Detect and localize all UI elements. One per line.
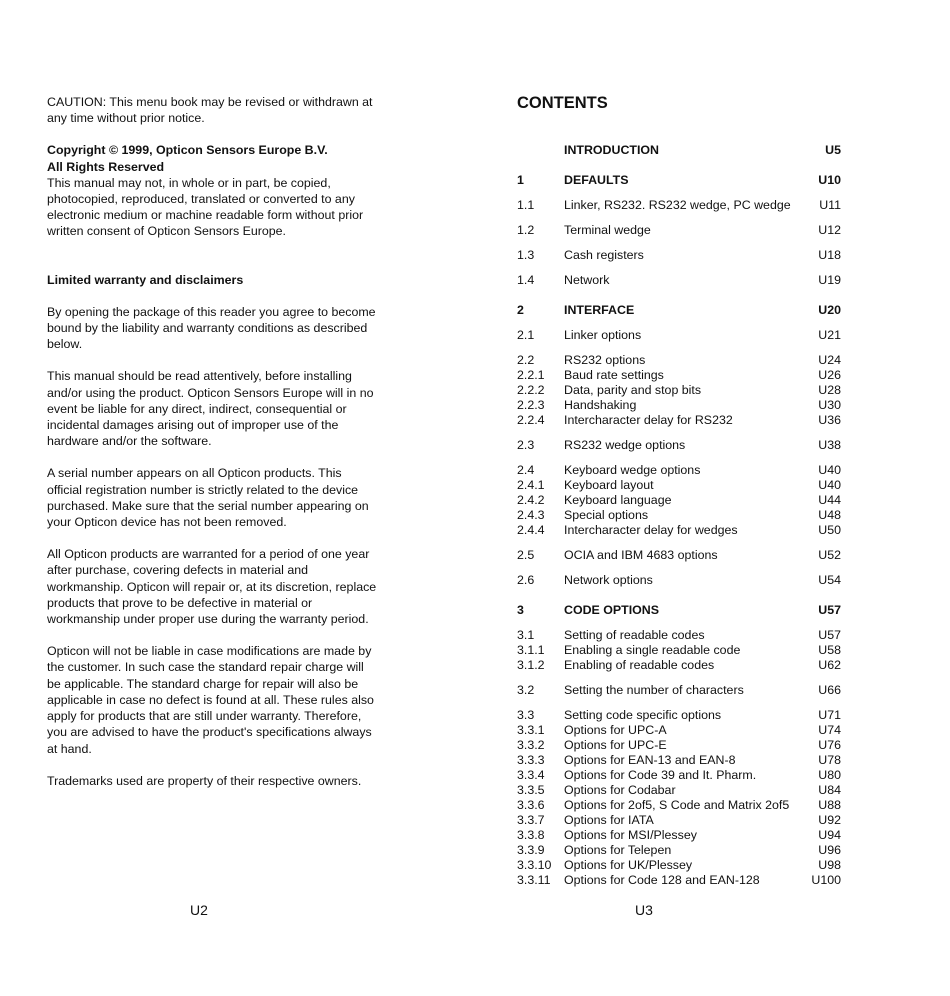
toc-entry-title: Options for UPC-A [564,723,667,737]
toc-entry [517,753,841,768]
warranty-heading: Limited warranty and disclaimers [47,272,244,287]
toc-entry-page: U26 [818,368,841,382]
warranty-para-5: Opticon will not be liable in case modifications are made by the customer. In such case the standard repair charge will be applicable. The standard charge for repair will also be applicable in case no defect is found at all. These rules also apply for products that are still under warranty. Therefore, you are advised to have the product's specifications always at hand. [47,644,374,756]
toc-entry-page: U18 [818,248,841,262]
toc-entry-page: U11 [819,198,841,212]
toc-entry-page: U57 [818,628,841,642]
toc-entry-page: U74 [818,723,841,737]
toc-entry [517,798,841,813]
toc-entry-number: 2.1 [517,328,535,342]
toc-entry-number: 3.3.7 [517,813,545,827]
toc-entry-number: 2.2.4 [517,413,545,427]
toc-entry-title: OCIA and IBM 4683 options [564,548,718,562]
toc-entry-title: Options for Code 128 and EAN-128 [564,873,760,887]
toc-entry-number: 3.3.9 [517,843,545,857]
toc-entry-number: 3.3.3 [517,753,545,767]
toc-entry-number: 3.2 [517,683,535,697]
toc-entry [517,248,841,263]
toc-entry-title: Network [564,273,610,287]
toc-entry [517,628,841,643]
toc-entry [517,273,841,288]
toc-entry-number: 1.1 [517,198,535,212]
toc-entry [517,548,841,563]
toc-entry-title: RS232 wedge options [564,438,686,452]
toc-entry-number: 2.4.3 [517,508,545,522]
copyright-body: This manual may not, in whole or in part, be copied, photocopied, reproduced, translated or converted to any electronic medium or machine readable form without prior written consent of Opticon Sensors Europe. [47,175,364,239]
toc-entry-page: U38 [818,438,841,452]
toc-entry-number: 3.3.5 [517,783,545,797]
toc-entry [517,603,841,618]
toc-entry-number: 3.3.6 [517,798,545,812]
toc-entry-page: U66 [818,683,841,697]
trademarks-text: Trademarks used are property of their respective owners. [47,773,362,788]
copyright-line: Copyright © 1999, Opticon Sensors Europe B.V. [47,143,328,158]
toc-entry [517,643,841,658]
toc-entry-number: 2.2 [517,353,535,367]
toc-entry [517,303,841,318]
left-page-number: U2 [190,902,208,918]
toc-entry-title: Options for UPC-E [564,738,667,752]
toc-entry-page: U96 [818,843,841,857]
toc-entry-title: Setting code specific options [564,708,722,722]
caution-text: CAUTION: This menu book may be revised or withdrawn at any time without prior notice. [47,95,373,126]
toc-entry-title: Intercharacter delay for wedges [564,523,738,537]
toc-entry-page: U10 [818,173,841,187]
toc-entry [517,843,841,858]
toc-entry-number: 3.3 [517,708,535,722]
toc-entry [517,813,841,828]
toc-entry-title: Enabling of readable codes [564,658,715,672]
toc-entry-title: Enabling a single readable code [564,643,741,657]
toc-entry [517,873,841,888]
right-page-number: U3 [635,902,653,918]
toc-entry-title: RS232 options [564,353,646,367]
toc-entry-number: 2.2.3 [517,398,545,412]
toc-entry-page: U76 [818,738,841,752]
toc-entry-page: U84 [818,783,841,797]
toc-entry-page: U88 [818,798,841,812]
toc-entry-number: 3.3.2 [517,738,545,752]
warranty-para-2: This manual should be read attentively, before installing and/or using the product. Opticon Sensors Europe will in no event be liable for any direct, indirect, consequential or incidental damages arising out of improper use of the hardware and/or the software. [47,369,374,449]
toc-entry-title: Cash registers [564,248,644,262]
toc-entry-number: 2.2.2 [517,383,545,397]
toc-entry-title: Options for Telepen [564,843,672,857]
toc-entry [517,173,841,188]
toc-entry [517,738,841,753]
rights-reserved: All Rights Reserved [47,159,165,174]
toc-entry-page: U5 [825,143,841,157]
toc-entry-title: Data, parity and stop bits [564,383,702,397]
toc-entry-title: Keyboard language [564,493,672,507]
toc-entry-page: U71 [818,708,841,722]
toc-entry-page: U40 [818,463,841,477]
toc-entry [517,708,841,723]
toc-entry [517,523,841,538]
toc-entry-title: Setting the number of characters [564,683,744,697]
toc-entry-page: U100 [811,873,841,887]
toc-entry [517,493,841,508]
toc-entry-title: Options for MSI/Plessey [564,828,697,842]
left-page-text [47,94,377,789]
toc-entry-number: 3.1.2 [517,658,545,672]
toc-entry-title: Options for Code 39 and It. Pharm. [564,768,757,782]
toc-entry [517,858,841,873]
toc-entry-page: U21 [818,328,841,342]
toc-entry-number: 3.3.4 [517,768,545,782]
toc-entry [517,438,841,453]
warranty-para-4: All Opticon products are warranted for a period of one year after purchase, covering defects in material and workmanship. Opticon will repair or, at its discretion, replace products that prove to be defective in material or workmanship under proper use during the warranty period. [47,547,377,627]
toc-entry-number: 3.3.10 [517,858,552,872]
toc-entry [517,683,841,698]
toc-entry-title: Options for Codabar [564,783,676,797]
toc-entry-title: Intercharacter delay for RS232 [564,413,733,427]
toc-entry-title: Options for 2of5, S Code and Matrix 2of5 [564,798,790,812]
toc-entry [517,198,841,213]
table-of-contents [517,143,841,888]
toc-entry [517,413,841,428]
toc-entry-title: INTERFACE [564,303,635,317]
toc-entry-page: U24 [818,353,841,367]
toc-entry-number: 2.4.4 [517,523,545,537]
toc-entry-page: U80 [818,768,841,782]
toc-entry-page: U50 [818,523,841,537]
toc-entry-number: 3.3.8 [517,828,545,842]
toc-entry [517,368,841,383]
toc-entry-page: U44 [818,493,841,507]
toc-entry-page: U92 [818,813,841,827]
toc-entry-title: Keyboard wedge options [564,463,701,477]
toc-entry-number: 2.4.2 [517,493,545,507]
toc-entry-title: Keyboard layout [564,478,654,492]
toc-entry [517,478,841,493]
toc-entry-page: U30 [818,398,841,412]
toc-entry-title: Baud rate settings [564,368,664,382]
toc-entry [517,353,841,368]
toc-entry-title: Linker, RS232. RS232 wedge, PC wedge [564,198,791,212]
toc-entry-title: CODE OPTIONS [564,603,660,617]
toc-entry-title: Handshaking [564,398,637,412]
toc-entry-number: 2.6 [517,573,535,587]
toc-entry [517,768,841,783]
toc-entry-page: U62 [818,658,841,672]
toc-entry-title: Special options [564,508,649,522]
toc-entry [517,723,841,738]
toc-entry-page: U20 [818,303,841,317]
toc-entry [517,398,841,413]
toc-entry-number: 3.1.1 [517,643,545,657]
toc-entry-number: 2.4 [517,463,535,477]
toc-entry-number: 1.2 [517,223,535,237]
toc-entry-page: U19 [818,273,841,287]
toc-entry [517,143,841,158]
toc-entry-number: 1 [517,173,524,187]
toc-entry [517,783,841,798]
toc-entry-title: Linker options [564,328,642,342]
toc-entry-title: Options for UK/Plessey [564,858,693,872]
toc-entry-page: U98 [818,858,841,872]
toc-entry-page: U94 [818,828,841,842]
toc-entry [517,463,841,478]
toc-entry-page: U28 [818,383,841,397]
toc-entry-page: U54 [818,573,841,587]
toc-entry-number: 2.2.1 [517,368,545,382]
toc-entry-number: 1.3 [517,248,535,262]
toc-entry [517,658,841,673]
toc-entry-number: 2.5 [517,548,535,562]
warranty-para-3: A serial number appears on all Opticon products. This official registration number is strictly related to the device purchased. Make sure that the serial number appearing on your Opticon device has not been removed. [47,466,369,530]
toc-entry-page: U48 [818,508,841,522]
toc-entry-page: U36 [818,413,841,427]
toc-entry-number: 2 [517,303,524,317]
toc-entry-number: 2.3 [517,438,535,452]
warranty-para-1: By opening the package of this reader you agree to become bound by the liability and warranty conditions as described below. [47,304,376,352]
toc-entry-title: INTRODUCTION [564,143,659,157]
toc-entry-title: Setting of readable codes [564,628,705,642]
toc-entry-page: U52 [818,548,841,562]
toc-entry-page: U57 [818,603,841,617]
toc-entry-title: Terminal wedge [564,223,651,237]
toc-entry-number: 3.3.1 [517,723,545,737]
toc-entry-page: U12 [818,223,841,237]
toc-entry-number: 1.4 [517,273,535,287]
toc-entry-number: 2.4.1 [517,478,545,492]
toc-entry [517,383,841,398]
toc-entry-number: 3.3.11 [517,873,551,887]
toc-entry-page: U58 [818,643,841,657]
toc-entry-page: U78 [818,753,841,767]
toc-entry [517,223,841,238]
toc-entry [517,828,841,843]
contents-title: CONTENTS [517,94,608,112]
toc-entry [517,328,841,343]
toc-entry-title: Options for EAN-13 and EAN-8 [564,753,736,767]
toc-entry-title: Network options [564,573,653,587]
toc-entry [517,573,841,588]
toc-entry-page: U40 [818,478,841,492]
toc-entry-number: 3.1 [517,628,535,642]
toc-entry [517,508,841,523]
toc-entry-number: 3 [517,603,524,617]
toc-entry-title: DEFAULTS [564,173,629,187]
toc-entry-title: Options for IATA [564,813,654,827]
